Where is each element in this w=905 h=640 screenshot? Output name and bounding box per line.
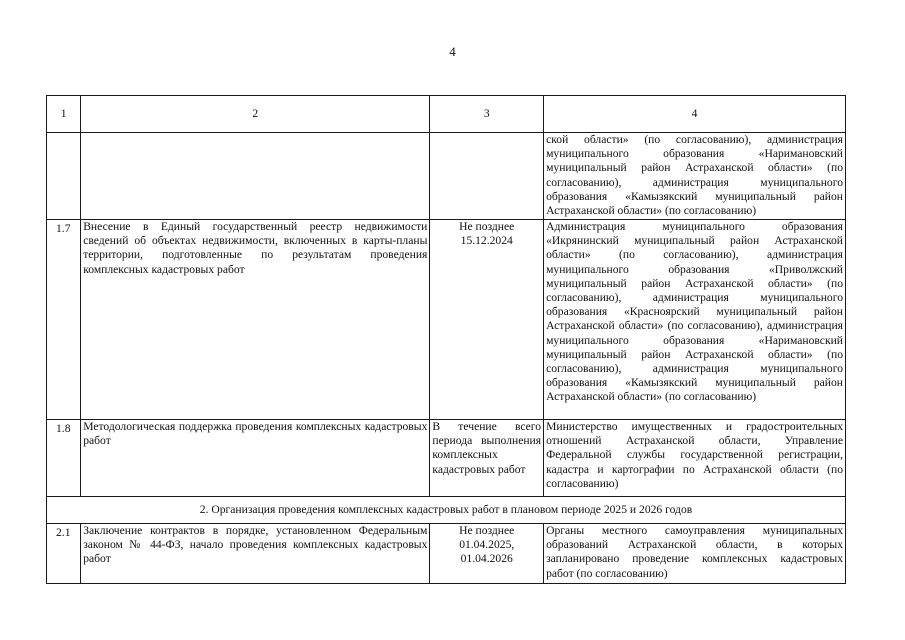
- section-title: 2. Организация проведения комплексных кадастровых работ в плановом периоде 2025 и 2026 годов: [47, 497, 846, 524]
- page-number: 4: [449, 44, 456, 59]
- responsible-cell: Администрация муниципального образования «Икрянинский муниципальный район Астраханской области» (по согласованию), администрация муниципального образования «Приволжский муниципальный район Астраханской области» (по согласованию), администрация муниципального образования «Красноярский муниципальный район Астраханской области» (по согласованию), администрация муниципального образования «Наримановский муниципальный район Астраханской области» (по согласованию), администрация муниципального образования «Камызякский муниципальный район Астраханской области» (по согласованию): [544, 220, 846, 420]
- plan-table: [46, 95, 846, 584]
- deadline-cell: [430, 133, 544, 220]
- task-cell: Заключение контрактов в порядке, установленном Федеральным законом № 44-ФЗ, начало проведения комплексных кадастровых работ: [81, 524, 430, 584]
- row-number: 1.8: [47, 420, 81, 497]
- column-header-1: 1: [47, 96, 81, 133]
- column-header-2: 2: [81, 96, 430, 133]
- column-header-4: 4: [544, 96, 846, 133]
- column-header-3: 3: [430, 96, 544, 133]
- row-number: 1.7: [47, 220, 81, 420]
- task-cell: Внесение в Единый государственный реестр недвижимости сведений об объектах недвижимости, включенных в карты-планы территории, подготовленные по результатам проведения комплексных кадастровых работ: [81, 220, 430, 420]
- task-cell: [81, 133, 430, 220]
- table-row: [47, 524, 846, 584]
- table-row: [47, 220, 846, 420]
- section-header-row: [47, 497, 846, 524]
- task-cell: Методологическая поддержка проведения комплексных кадастровых работ: [81, 420, 430, 497]
- responsible-cell: Органы местного самоуправления муниципальных образований Астраханской области, в которых запланировано проведение комплексных кадастровых работ (по согласованию): [544, 524, 846, 584]
- deadline-cell: Не позднее 15.12.2024: [430, 220, 544, 420]
- table-header-row: [47, 96, 846, 133]
- responsible-cell: Министерство имущественных и градостроительных отношений Астраханской области, Управление Федеральной службы государственной регистрации, кадастра и картографии по Астраханской области (по согласованию): [544, 420, 846, 497]
- table-row: [47, 133, 846, 220]
- row-number: [47, 133, 81, 220]
- deadline-cell: В течение всего периода выполнения комплексных кадастровых работ: [430, 420, 544, 497]
- table-row: [47, 420, 846, 497]
- responsible-cell: ской области» (по согласованию), администрация муниципального образования «Наримановский муниципальный район Астраханской области» (по согласованию), администрация муниципального образования «Камызякский муниципальный район Астраханской области» (по согласованию): [544, 133, 846, 220]
- deadline-cell: Не позднее 01.04.2025, 01.04.2026: [430, 524, 544, 584]
- row-number: 2.1: [47, 524, 81, 584]
